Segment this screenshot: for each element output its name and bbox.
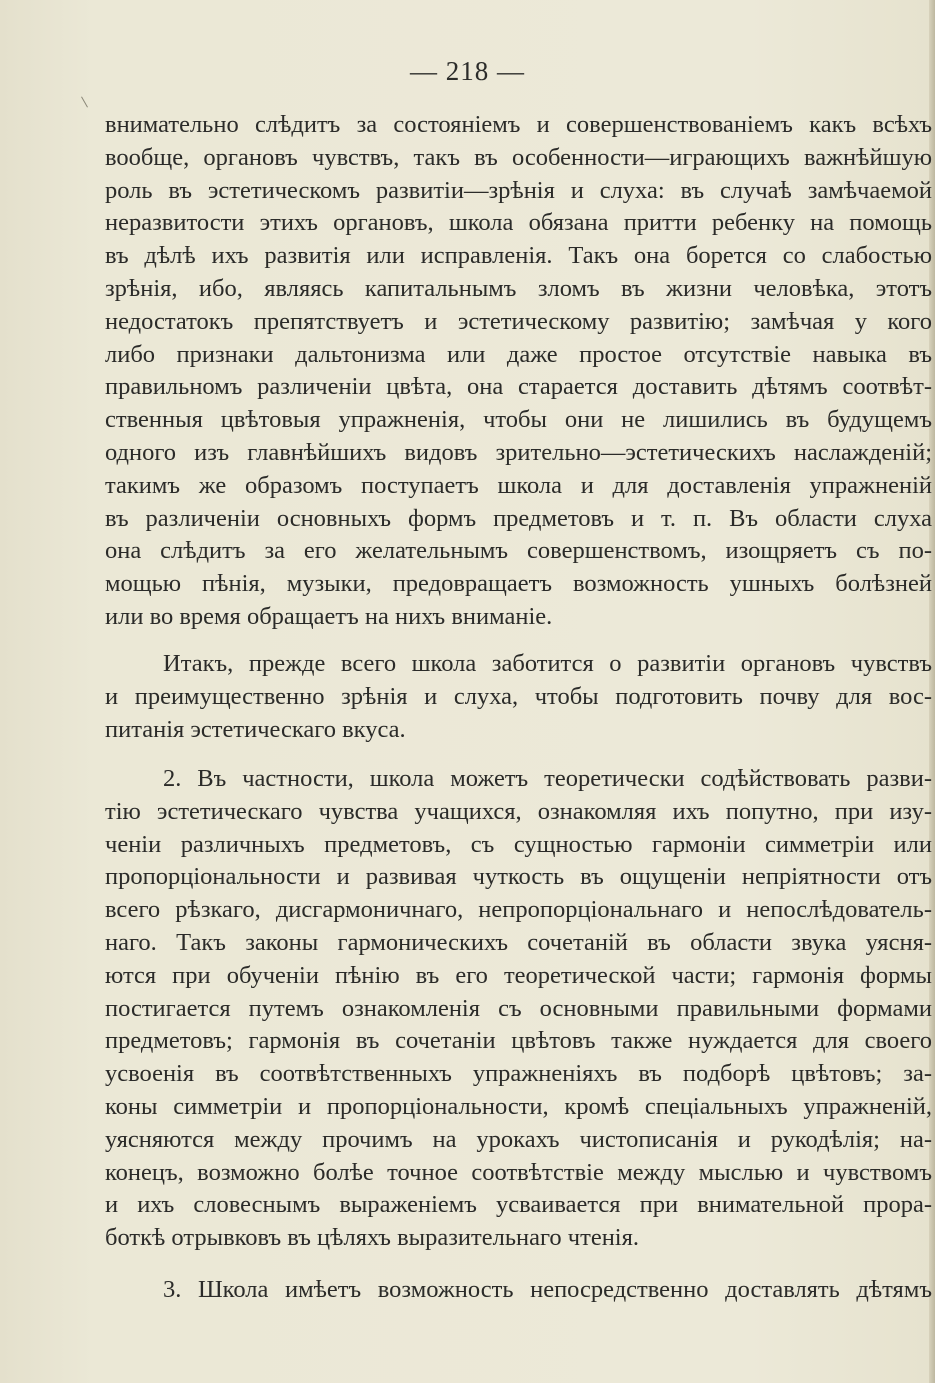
text-line: такимъ же образомъ поступаетъ школа и для доставленія упражненій <box>105 471 932 499</box>
text-line: или во время обращаетъ на нихъ вниманіе. <box>105 602 553 630</box>
text-line: 3. Школа имѣетъ возможность непосредственно доставлять дѣтямъ <box>163 1276 932 1303</box>
page-number: — 218 — <box>410 56 525 86</box>
paragraph-3 <box>105 763 932 1255</box>
text-line: въ различеніи основныхъ формъ предметовъ и т. п. Въ области слуха <box>105 504 932 532</box>
text-line: пропорціональности и развивая чуткость въ ощущеніи непріятности отъ <box>105 863 932 891</box>
paragraph-4 <box>105 1274 932 1307</box>
text-line: ченіи различныхъ предметовъ, съ сущностью гармоніи симметріи или <box>105 830 932 858</box>
text-line: правильномъ различеніи цвѣта, она старается доставить дѣтямъ соотвѣт- <box>105 373 932 401</box>
paragraph-2 <box>105 648 932 746</box>
text-line: либо признаки дальтонизма или даже простое отсутствіе навыка въ <box>105 340 932 368</box>
text-line: уясняются между прочимъ на урокахъ чистописанія и рукодѣлія; на- <box>105 1125 932 1153</box>
text-line: внимательно слѣдитъ за состояніемъ и совершенствованіемъ какъ всѣхъ <box>105 111 932 138</box>
text-line: коны симметріи и пропорціональности, кромѣ спеціальныхъ упражненій, <box>105 1092 932 1120</box>
text-line: недостатокъ препятствуетъ и эстетическому развитію; замѣчая у кого <box>105 307 932 335</box>
text-line: зрѣнія, ибо, являясь капитальнымъ зломъ въ жизни человѣка, этотъ <box>105 274 932 302</box>
text-line: въ дѣлѣ ихъ развитія или исправленія. Такъ она борется со слабостью <box>105 242 932 270</box>
text-line: ются при обученіи пѣнію въ его теоретической части; гармонія формы <box>105 961 932 989</box>
margin-mark <box>81 97 88 108</box>
text-line: постигается путемъ ознакомленія съ основными правильными формами <box>105 994 932 1022</box>
text-line: одного изъ главнѣйшихъ видовъ зрительно—эстетическихъ наслажденій; <box>105 438 932 466</box>
text-line: наго. Такъ законы гармоническихъ сочетаній въ области звука уясня- <box>105 928 932 956</box>
text-line: всего рѣзкаго, дисгармоничнаго, непропорціональнаго и непослѣдователь- <box>105 896 932 924</box>
text-line: мощью пѣнія, музыки, предовращаетъ возможность ушныхъ болѣзней <box>105 570 932 598</box>
text-line: и ихъ словеснымъ выраженіемъ усваивается при внимательной прора- <box>105 1191 932 1219</box>
text-line: тію эстетическаго чувства учащихся, ознакомляя ихъ попутно, при изу- <box>105 797 932 825</box>
text-line: питанія эстетическаго вкуса. <box>105 715 406 743</box>
text-line: 2. Въ частности, школа можетъ теоретически содѣйствовать разви- <box>163 765 932 792</box>
text-line: ственныя цвѣтовыя упражненія, чтобы они не лишились въ будущемъ <box>105 406 932 434</box>
text-line: конецъ, возможно болѣе точное соотвѣтствіе между мыслью и чувствомъ <box>105 1158 932 1186</box>
text-line: предметовъ; гармонія въ сочетаніи цвѣтовъ также нуждается для своего <box>105 1027 932 1055</box>
text-line: Итакъ, прежде всего школа заботится о развитіи органовъ чувствъ <box>163 650 932 677</box>
text-line: роль въ эстетическомъ развитіи—зрѣнія и слуха: въ случаѣ замѣчаемой <box>105 176 932 204</box>
text-line: и преимущественно зрѣнія и слуха, чтобы подготовить почву для вос- <box>105 682 932 710</box>
paragraph-1 <box>105 109 932 634</box>
text-line: вообще, органовъ чувствъ, такъ въ особенности—играющихъ важнѣйшую <box>105 143 932 171</box>
text-line: усвоенія въ соотвѣтственныхъ упражненіяхъ въ подборѣ цвѣтовъ; за- <box>105 1060 932 1088</box>
text-line: боткѣ отрывковъ въ цѣляхъ выразительнаго чтенія. <box>105 1224 640 1252</box>
text-line: неразвитости этихъ органовъ, школа обязана притти ребенку на помощь <box>105 209 932 237</box>
text-line: она слѣдитъ за его желательнымъ совершенствомъ, изощряетъ съ по- <box>105 537 932 565</box>
